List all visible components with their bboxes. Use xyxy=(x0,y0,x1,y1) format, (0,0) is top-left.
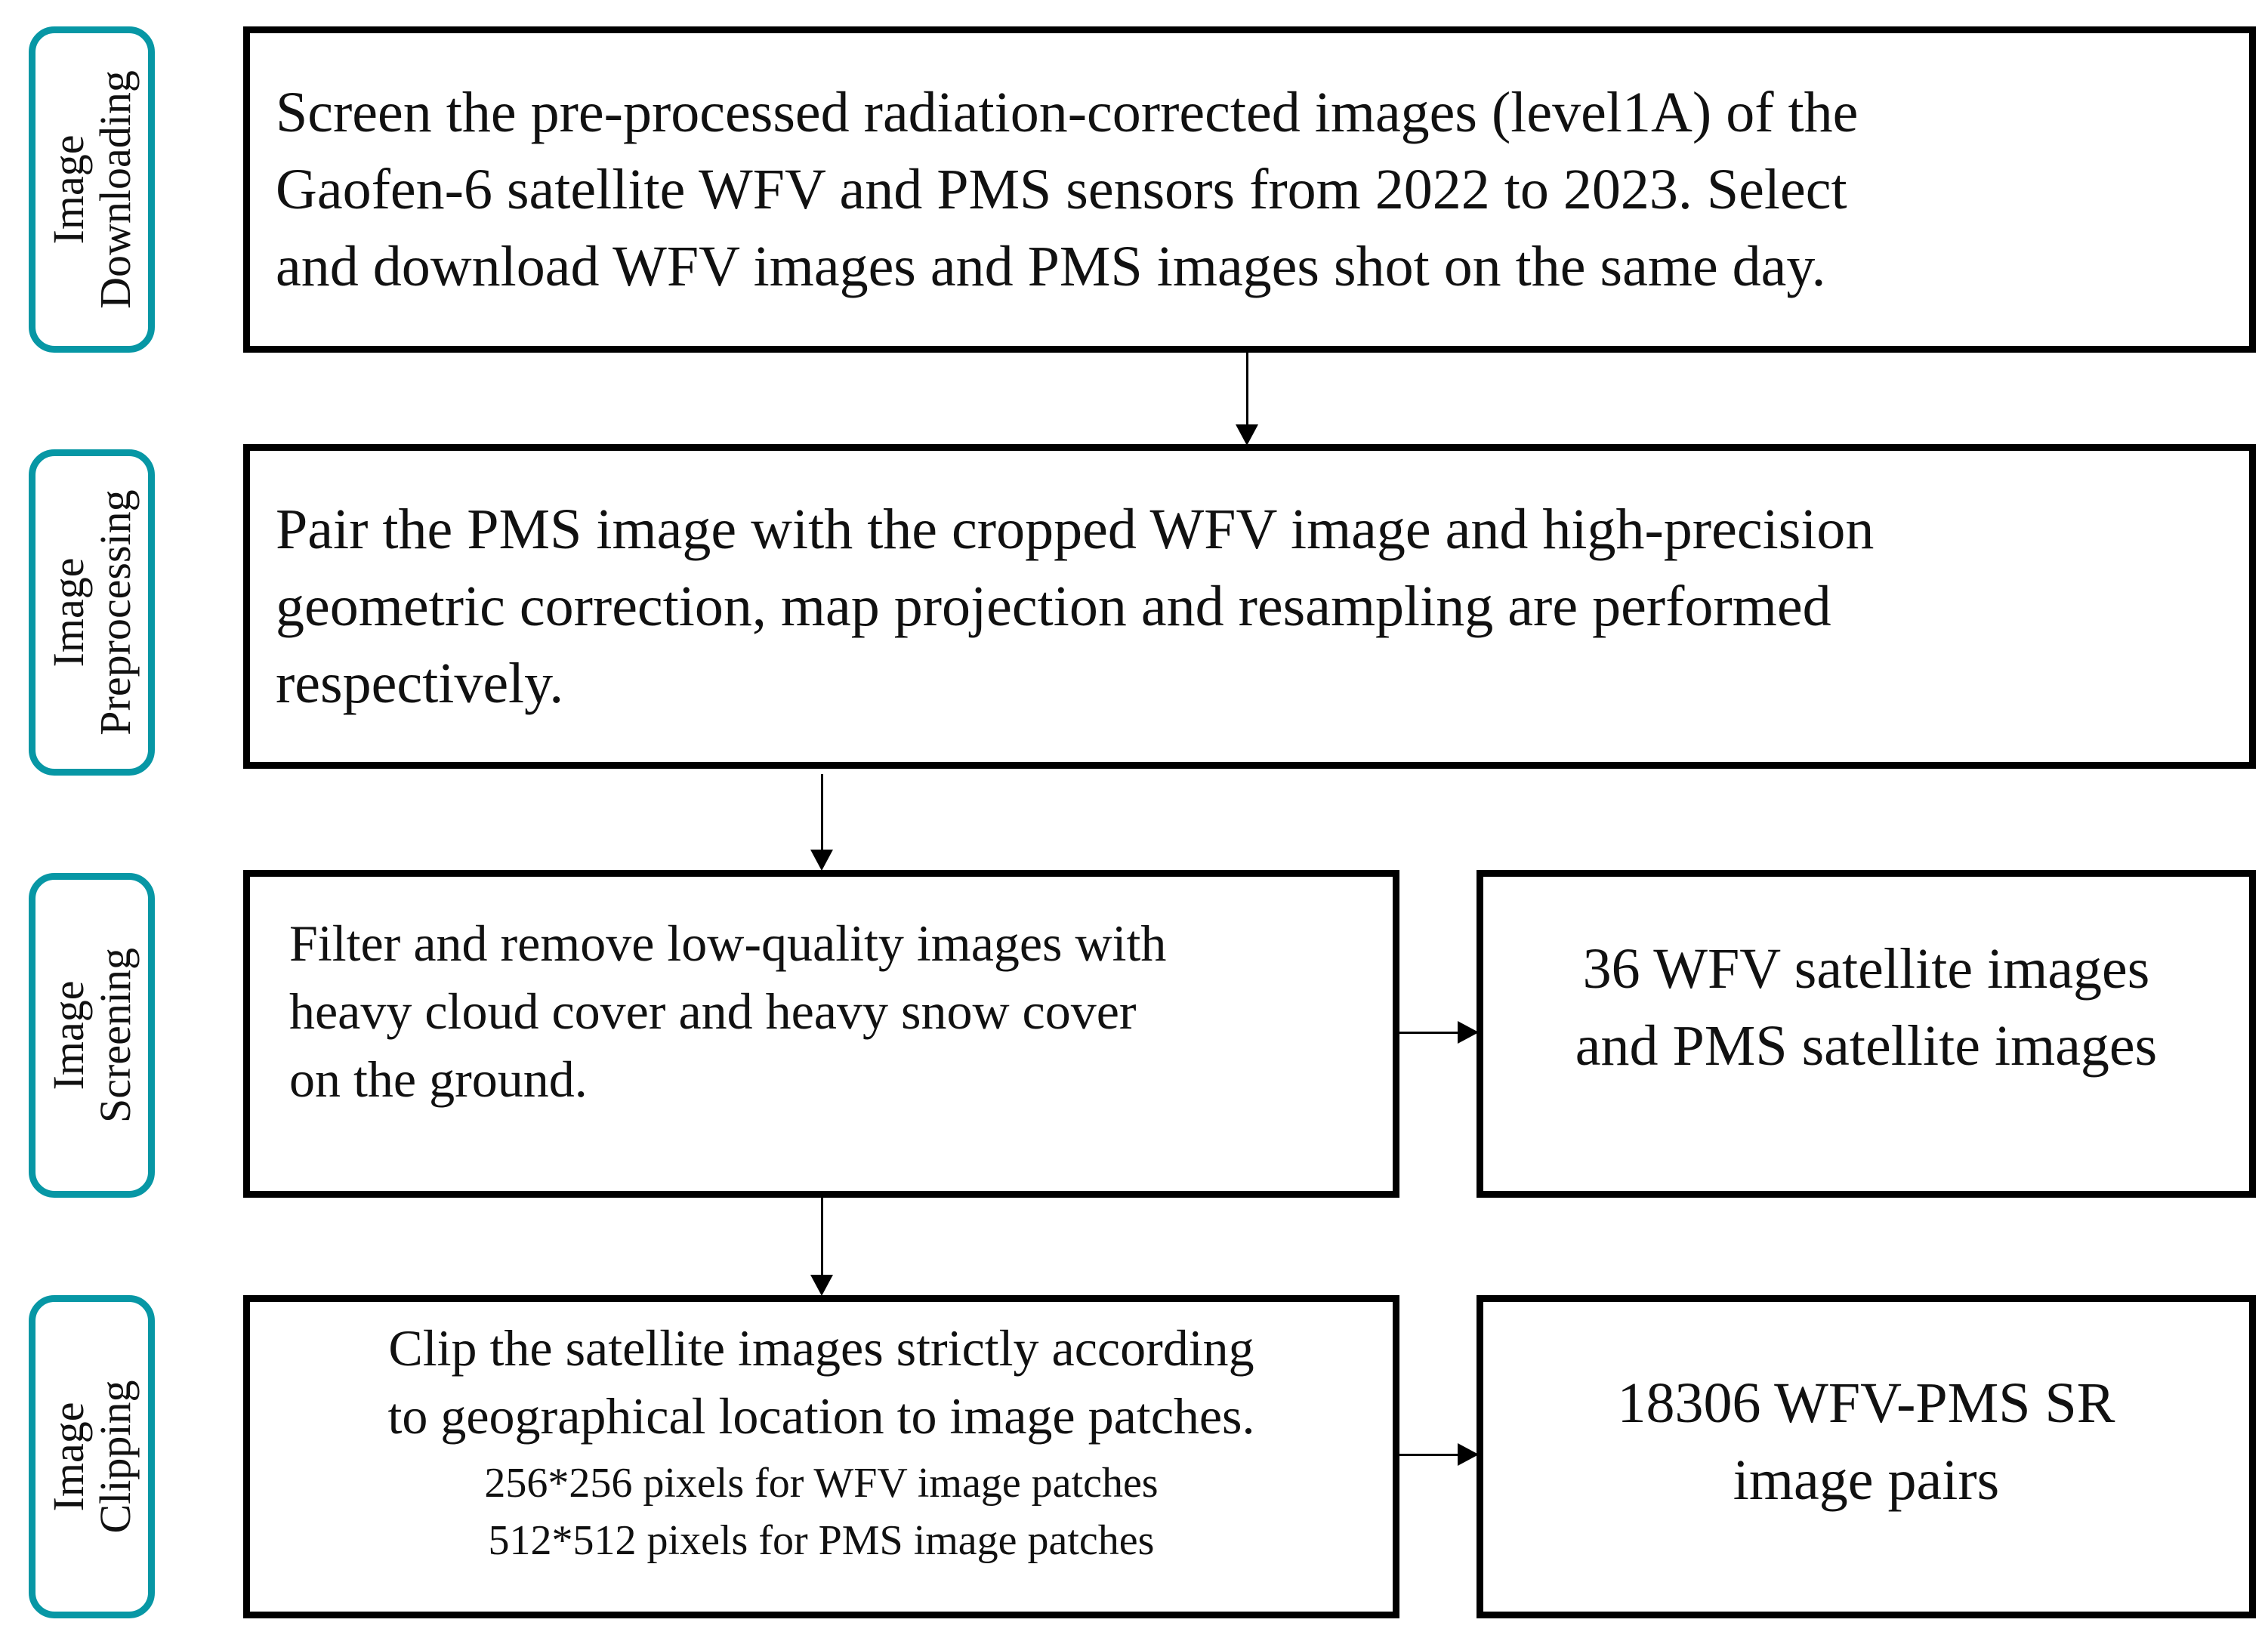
screening-result-line: and PMS satellite images xyxy=(1575,1014,2158,1078)
stage-label-clipping xyxy=(29,1295,155,1618)
clipping-patch-size-pms: 512*512 pixels for PMS image patches xyxy=(488,1517,1155,1564)
download-text-line: Gaofen-6 satellite WFV and PMS sensors from 2022 to 2023. Select xyxy=(276,158,1847,221)
stage-label-line2: Screening xyxy=(90,948,140,1123)
stage-label-line2: Preprocessing xyxy=(90,489,140,736)
preprocess-text-line: Pair the PMS image with the cropped WFV image and high-precision xyxy=(276,498,1875,561)
screening-result-box xyxy=(1477,870,2256,1198)
clipping-patch-size-wfv: 256*256 pixels for WFV image patches xyxy=(484,1460,1159,1507)
clipping-step-box xyxy=(243,1295,1399,1618)
stage-label-line1: Image xyxy=(43,980,93,1090)
clipping-text-line: Clip the satellite images strictly according xyxy=(388,1319,1254,1377)
stage-label-line2: Downloading xyxy=(90,70,140,309)
stage-label-line2: Clipping xyxy=(90,1380,140,1534)
screening-text-line: on the ground. xyxy=(289,1050,588,1108)
stage-label-line1: Image xyxy=(43,557,93,668)
clipping-result-line: image pairs xyxy=(1733,1448,2000,1512)
screening-text-line: Filter and remove low-quality images with xyxy=(289,915,1167,972)
arrow-download-to-preprocess xyxy=(1246,353,1248,428)
download-step-box xyxy=(243,26,2256,353)
arrow-head-icon xyxy=(1458,1021,1479,1044)
stage-label-line1: Image xyxy=(43,134,93,245)
stage-label-downloading xyxy=(29,26,155,353)
screening-step-box xyxy=(243,870,1399,1198)
download-text-line: Screen the pre-processed radiation-corrected images (level1A) of the xyxy=(276,81,1859,144)
preprocess-text-line: respectively. xyxy=(276,652,564,715)
stage-label-screening xyxy=(29,873,155,1198)
preprocess-step-box xyxy=(243,444,2256,769)
clipping-text-line: to geographical location to image patches. xyxy=(387,1387,1255,1445)
clipping-result-box xyxy=(1477,1295,2256,1618)
stage-label-line1: Image xyxy=(43,1402,93,1512)
preprocess-text-line: geometric correction, map projection and resampling are performed xyxy=(276,575,1831,638)
arrow-screening-to-clipping xyxy=(821,1198,823,1287)
download-text-line: and download WFV images and PMS images shot on the same day. xyxy=(276,235,1826,298)
screening-result-line: 36 WFV satellite images xyxy=(1582,937,2150,1001)
screening-text-line: heavy cloud cover and heavy snow cover xyxy=(289,982,1137,1040)
clipping-result-line: 18306 WFV-PMS SR xyxy=(1617,1371,2115,1435)
arrow-head-icon xyxy=(1458,1443,1479,1466)
arrow-head-icon xyxy=(1236,424,1258,446)
stage-label-preprocessing xyxy=(29,449,155,776)
arrow-head-icon xyxy=(810,1275,833,1296)
arrow-head-icon xyxy=(810,850,833,871)
